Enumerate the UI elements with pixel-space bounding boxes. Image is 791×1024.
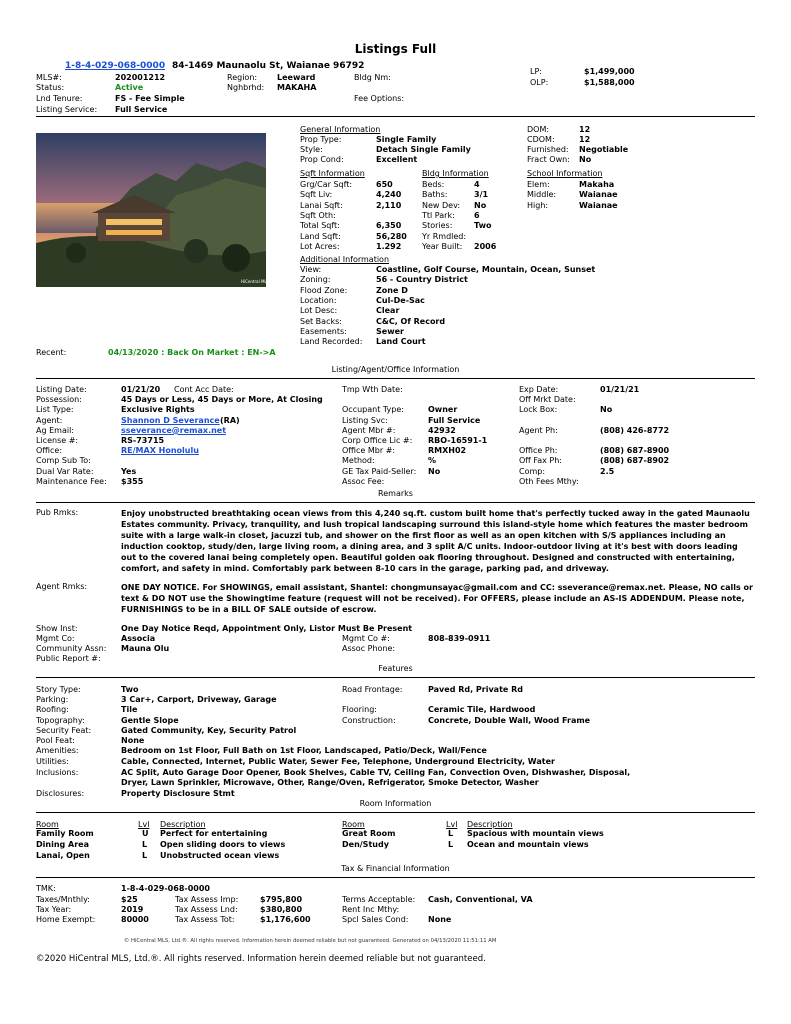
divider: [36, 116, 755, 117]
room-name: Den/Study: [342, 840, 389, 849]
address: 84-1469 Maunaolu St, Waianae 96792: [172, 61, 365, 71]
feature-label: Pool Feat:: [36, 736, 75, 745]
room-desc: Unobstructed ocean views: [160, 851, 280, 860]
amenities-value: Bedroom on 1st Floor, Full Bath on 1st Floor, Landscaped, Patio/Deck, Wall/Fence: [121, 746, 487, 755]
office-label: Agent Ph:: [519, 425, 558, 435]
office-value: No: [428, 466, 441, 476]
sqft-label: Sqft Oth:: [300, 210, 336, 220]
mgmt-no-label: Mgmt Co #:: [342, 634, 390, 643]
dom-value: Negotiable: [579, 145, 629, 154]
office-value[interactable]: Shannon D Severance: [121, 415, 220, 425]
lp-value: $1,499,000: [584, 67, 635, 76]
bldg-label: New Dev:: [422, 200, 461, 210]
divider: [36, 502, 755, 503]
year-label: Tax Year:: [36, 905, 72, 914]
office-label: Lock Box:: [519, 405, 558, 415]
room-name: Dining Area: [36, 840, 89, 849]
office-label: Listing Svc:: [342, 415, 388, 425]
region-value: Leeward: [277, 73, 316, 82]
office-label: Oth Fees Mthy:: [519, 476, 579, 486]
desc-header: Description: [160, 820, 206, 829]
office-label: Possession:: [36, 395, 82, 405]
bldg-label: Beds:: [422, 180, 445, 189]
inclusions-label: Inclusions:: [36, 768, 79, 777]
lnd-label: Tax Assess Lnd:: [175, 905, 238, 914]
assn-label: Community Assn:: [36, 644, 107, 653]
office-value[interactable]: RE/MAX Honolulu: [121, 446, 199, 456]
bldg-value: Two: [474, 221, 492, 231]
agent-remarks: ONE DAY NOTICE. For SHOWINGS, email assistant, Shantel: chongmunsayac@gmail.com and CC: sseverance@remax.net. Please, NO calls or text & DO NOT use the Showingtime feature (request will not be received). For OFFERS, please include an AS-IS ADDENDUM. Please note, FURNISHINGS to be in a BILL OF SALE outside of escrow.: [121, 583, 753, 614]
tmk-label: TMK:: [36, 884, 56, 893]
office-value: RMXH02: [428, 446, 467, 456]
tax-title: Tax & Financial Information: [341, 864, 450, 873]
region-label: Region:: [227, 73, 258, 82]
disclosures-label: Disclosures:: [36, 789, 85, 798]
feature-label: Topography:: [36, 715, 85, 725]
office-value: Exclusive Rights: [121, 405, 195, 415]
pub-remarks: Enjoy unobstructed breathtaking ocean views from this 4,240 sq.ft. custom built home that's perfectly tucked away in the gated Maunaolu Estates community. Privacy, tranquility, and lush tropical landscaping surround this island-style home which features the master bedroom suite with a large walk-in closet, jacuzzi tub, and shower on the first floor as well as an open kitchen with S/S appliances including an induction cooktop, study/den, large living room, a dining area, and 3 split A/C units. Indoor-outdoor living at it's best with doors leading out to the covered lanai being completely open. Beautiful golden oak flooring throughout. Designed and constructed with entertaining, comfort, and safety in mind. Comfortably park between 8-10 cars in the garage, parking pad, and driveway.: [121, 509, 750, 573]
dom-label: Furnished:: [527, 145, 569, 154]
office-label: Corp Office Lic #:: [342, 436, 413, 445]
bldg-label: Baths:: [422, 190, 448, 200]
office-label: License #:: [36, 436, 79, 445]
general-value: Detach Single Family: [376, 145, 471, 154]
office-label: Method:: [342, 456, 375, 466]
show-inst: One Day Notice Reqd, Appointment Only, Listor Must Be Present: [121, 624, 413, 633]
office-value: 2.5: [600, 466, 615, 476]
dom-label: Fract Own:: [527, 155, 570, 164]
office-label: Tmp Wth Date:: [342, 385, 403, 394]
nghbrhd-label: Nghbrhd:: [227, 83, 265, 92]
mgmt-no-value: 808-839-0911: [428, 634, 491, 643]
room-lvl: L: [448, 829, 454, 838]
utilities-value: Cable, Connected, Internet, Public Water, Sewer Fee, Telephone, Underground Electricity, Water: [121, 757, 555, 766]
additional-value: Cul-De-Sac: [376, 295, 425, 305]
feature-value: Ceramic Tile, Hardwood: [428, 705, 536, 715]
mls-value: 202001212: [115, 73, 166, 82]
office-label: Ag Email:: [36, 425, 74, 435]
divider: [36, 877, 755, 878]
features-title: Features: [378, 664, 413, 673]
school-label: Elem:: [527, 180, 550, 189]
feature-label: Security Feat:: [36, 725, 92, 735]
bldg-label: Year Built:: [422, 241, 463, 251]
office-label: Comp Sub To:: [36, 456, 91, 466]
room-desc: Perfect for entertaining: [160, 829, 268, 838]
bldg-label: Bldg Nm:: [354, 73, 391, 82]
public-report-label: Public Report #:: [36, 654, 101, 663]
nghbrhd-value: MAKAHA: [277, 83, 317, 92]
office-label: Occupant Type:: [342, 405, 404, 415]
additional-value: Clear: [376, 306, 400, 316]
feature-value: Tile: [121, 705, 138, 715]
show-inst-label: Show Inst:: [36, 624, 78, 633]
footer-small: © HiCentral MLS, Ltd.®. All rights reserved. Information herein deemed reliable but not guaranteed. Generated on 04/13/2020 11:51:11 AM: [124, 938, 497, 944]
office-value: Yes: [121, 466, 137, 476]
room-name: Great Room: [342, 829, 396, 838]
remarks-title: Remarks: [378, 489, 413, 498]
additional-value: Zone D: [376, 285, 408, 295]
dom-value: 12: [579, 135, 591, 144]
additional-value: Land Court: [376, 337, 426, 347]
sqft-value: 1.292: [376, 241, 402, 251]
bldg-value: 2006: [474, 241, 497, 251]
lnd-value: $380,800: [260, 905, 303, 914]
office-label: Exp Date:: [519, 385, 559, 394]
divider: [36, 378, 755, 379]
sqft-heading: Sqft Information: [300, 169, 365, 178]
status-value: Active: [115, 83, 144, 92]
service-label: Listing Service:: [36, 105, 98, 114]
room-lvl: L: [142, 840, 148, 849]
room-desc: Ocean and mountain views: [467, 840, 589, 849]
general-label: Prop Cond:: [300, 155, 344, 164]
agent-remarks-label: Agent Rmks:: [36, 582, 88, 591]
general-heading: General Information: [300, 125, 381, 134]
status-label: Status:: [36, 83, 65, 92]
office-label: Listing Date:: [36, 385, 87, 394]
general-value: Single Family: [376, 135, 437, 144]
office-value: 01/21/21: [600, 385, 640, 394]
office-extra-label: Cont Acc Date:: [174, 385, 234, 394]
tmk-value: 1-8-4-029-068-0000: [121, 884, 210, 893]
additional-label: Land Recorded:: [300, 337, 363, 347]
tenure-value: FS - Fee Simple: [115, 94, 185, 103]
additional-label: View:: [300, 265, 322, 274]
office-value[interactable]: sseverance@remax.net: [121, 425, 227, 435]
office-label: Agent Mbr #:: [342, 425, 396, 435]
school-value: Waianae: [579, 190, 618, 200]
service-value: Full Service: [115, 105, 168, 114]
sqft-value: 650: [376, 180, 393, 189]
room-name: Family Room: [36, 829, 94, 838]
feature-label: Road Frontage:: [342, 685, 403, 694]
office-label: Comp:: [519, 466, 546, 476]
additional-label: Zoning:: [300, 275, 331, 285]
room-lvl: L: [142, 851, 148, 860]
desc-header-right: Description: [467, 820, 513, 829]
fee-options-label: Fee Options:: [354, 94, 405, 103]
room-desc: Open sliding doors to views: [160, 840, 286, 849]
feature-label: Story Type:: [36, 685, 81, 694]
recent-label: Recent:: [36, 348, 67, 357]
bldg-value: No: [474, 200, 487, 210]
additional-value: Sewer: [376, 326, 404, 336]
sqft-value: 6,350: [376, 221, 402, 231]
lvl-header-right: Lvl: [446, 820, 458, 829]
sqft-label: Grg/Car Sqft:: [300, 180, 353, 189]
terms-label: Terms Acceptable:: [342, 895, 416, 904]
assoc-phone-label: Assoc Phone:: [342, 644, 396, 653]
office-value: 42932: [428, 425, 456, 435]
feature-value: Gated Community, Key, Security Patrol: [121, 725, 297, 735]
exempt-label: Home Exempt:: [36, 915, 96, 924]
sqft-value: 2,110: [376, 200, 402, 210]
dom-label: DOM:: [527, 125, 550, 134]
office-label: List Type:: [36, 405, 74, 415]
office-label: Off Mrkt Date:: [519, 395, 576, 405]
dom-value: No: [579, 155, 592, 164]
tmk-link[interactable]: 1-8-4-029-068-0000: [65, 61, 166, 71]
office-label: Maintenance Fee:: [36, 476, 107, 486]
bldg-label: Ttl Park:: [422, 210, 455, 220]
school-label: Middle:: [527, 190, 557, 200]
bldg-heading: Bldg Information: [422, 169, 489, 178]
disclosures-value: Property Disclosure Stmt: [121, 789, 235, 798]
office-label: Off Fax Ph:: [519, 456, 562, 466]
bldg-label: Yr Rmdled:: [422, 231, 467, 241]
room-lvl: U: [142, 829, 149, 838]
office-value: (808) 687-8900: [600, 446, 670, 456]
feature-value: None: [121, 736, 145, 745]
office-value: 01/21/20: [121, 385, 161, 394]
room-lvl: L: [448, 840, 454, 849]
sqft-label: Land Sqft:: [300, 231, 341, 241]
dom-value: 12: [579, 125, 591, 134]
general-label: Style:: [300, 145, 323, 154]
amenities-label: Amenities:: [36, 746, 79, 755]
office-value: %: [428, 456, 437, 466]
school-value: Makaha: [579, 180, 615, 189]
additional-label: Flood Zone:: [300, 285, 348, 295]
general-label: Prop Type:: [300, 135, 342, 144]
office-value: (808) 426-8772: [600, 425, 670, 435]
rooms-title: Room Information: [359, 799, 432, 808]
room-name: Lanai, Open: [36, 851, 90, 860]
office-value: 45 Days or Less, 45 Days or More, At Closing: [121, 395, 323, 405]
office-suffix: (RA): [220, 415, 240, 425]
school-label: High:: [527, 200, 549, 210]
additional-value: C&C, Of Record: [376, 316, 446, 326]
office-label: Office Ph:: [519, 446, 558, 456]
feature-label: Construction:: [342, 715, 396, 725]
sqft-label: Sqft Liv:: [300, 190, 333, 200]
office-value: Owner: [428, 405, 458, 415]
feature-value: 3 Car+, Carport, Driveway, Garage: [121, 695, 277, 705]
year-value: 2019: [121, 905, 144, 914]
utilities-label: Utilities:: [36, 757, 69, 766]
olp-label: OLP:: [530, 78, 549, 87]
inclusions-value-1: AC Split, Auto Garage Door Opener, Book Shelves, Cable TV, Ceiling Fan, Convection Oven, Dishwasher, Disposal,: [121, 768, 631, 777]
bldg-label: Stories:: [422, 221, 453, 231]
sqft-label: Lot Acres:: [300, 241, 340, 251]
lp-label: LP:: [530, 67, 542, 76]
feature-label: Parking:: [36, 695, 69, 705]
additional-label: Lot Desc:: [300, 306, 338, 316]
office-value: Full Service: [428, 415, 481, 425]
imp-value: $795,800: [260, 895, 303, 904]
photo-watermark: HiCentral MLS: [241, 279, 270, 284]
dom-label: CDOM:: [527, 135, 555, 144]
mthly-label: Taxes/Mnthly:: [36, 895, 90, 904]
office-value: RBO-16591-1: [428, 436, 488, 445]
mthly-value: $25: [121, 895, 138, 904]
school-value: Waianae: [579, 200, 618, 210]
office-value: (808) 687-8902: [600, 456, 670, 466]
assn-value: Mauna Olu: [121, 644, 170, 653]
footer-copyright: ©2020 HiCentral MLS, Ltd.®. All rights reserved. Information herein deemed reliable but not guaranteed.: [36, 954, 486, 964]
office-label: Office:: [36, 446, 63, 456]
room-header-right: Room: [342, 820, 365, 829]
recent-value: 04/13/2020 : Back On Market : EN->A: [108, 348, 276, 357]
divider: [36, 812, 755, 813]
tenure-label: Lnd Tenure:: [36, 94, 83, 103]
bldg-value: 3/1: [474, 190, 489, 200]
feature-label: Flooring:: [342, 705, 377, 715]
sqft-value: 56,280: [376, 231, 407, 241]
spcl-label: Spcl Sales Cond:: [342, 915, 409, 924]
office-value: No: [600, 405, 613, 415]
page-title: Listings Full: [354, 42, 437, 56]
bldg-value: 4: [474, 180, 480, 189]
sqft-value: 4,240: [376, 190, 402, 200]
mgmt-value: Associa: [121, 634, 156, 643]
lvl-header: Lvl: [138, 820, 150, 829]
additional-value: Coastline, Golf Course, Mountain, Ocean, Sunset: [376, 265, 596, 274]
inclusions-value-2: Dryer, Lawn Sprinkler, Microwave, Other, Range/Oven, Refrigerator, Smoke Detector, Washer: [121, 778, 539, 787]
additional-label: Location:: [300, 295, 337, 305]
additional-heading: Additional Information: [300, 255, 390, 264]
feature-value: Paved Rd, Private Rd: [428, 685, 523, 694]
office-label: Assoc Fee:: [342, 476, 385, 486]
additional-value: 56 - Country District: [376, 275, 468, 285]
tot-label: Tax Assess Tot:: [175, 915, 235, 924]
mls-label: MLS#:: [36, 73, 62, 82]
office-value: RS-73715: [121, 436, 165, 445]
general-value: Excellent: [376, 155, 418, 164]
school-heading: School Information: [527, 169, 603, 178]
exempt-value: 80000: [121, 915, 149, 924]
imp-label: Tax Assess Imp:: [175, 895, 239, 904]
spcl-value: None: [428, 915, 452, 924]
office-value: $355: [121, 476, 144, 486]
divider: [36, 677, 755, 678]
property-photo: [36, 133, 270, 287]
office-section-title: Listing/Agent/Office Information: [331, 365, 460, 374]
office-label: GE Tax Paid-Seller:: [342, 466, 417, 476]
mgmt-label: Mgmt Co:: [36, 634, 75, 643]
terms-value: Cash, Conventional, VA: [428, 895, 533, 904]
office-label: Dual Var Rate:: [36, 466, 94, 476]
room-desc: Spacious with mountain views: [467, 829, 604, 838]
feature-value: Gentle Slope: [121, 715, 179, 725]
room-header: Room: [36, 820, 59, 829]
bldg-value: 6: [474, 210, 480, 220]
sqft-label: Lanai Sqft:: [300, 200, 343, 210]
feature-value: Concrete, Double Wall, Wood Frame: [428, 715, 591, 725]
sqft-label: Total Sqft:: [300, 221, 340, 231]
additional-label: Set Backs:: [300, 316, 342, 326]
olp-value: $1,588,000: [584, 78, 635, 87]
tot-value: $1,176,600: [260, 915, 311, 924]
additional-label: Easements:: [300, 326, 347, 336]
pub-remarks-label: Pub Rmks:: [36, 508, 79, 517]
office-label: Office Mbr #:: [342, 446, 396, 456]
feature-value: Two: [121, 685, 139, 694]
feature-label: Roofing:: [36, 705, 69, 715]
office-label: Agent:: [36, 415, 63, 425]
rent-label: Rent Inc Mthy:: [342, 905, 400, 914]
